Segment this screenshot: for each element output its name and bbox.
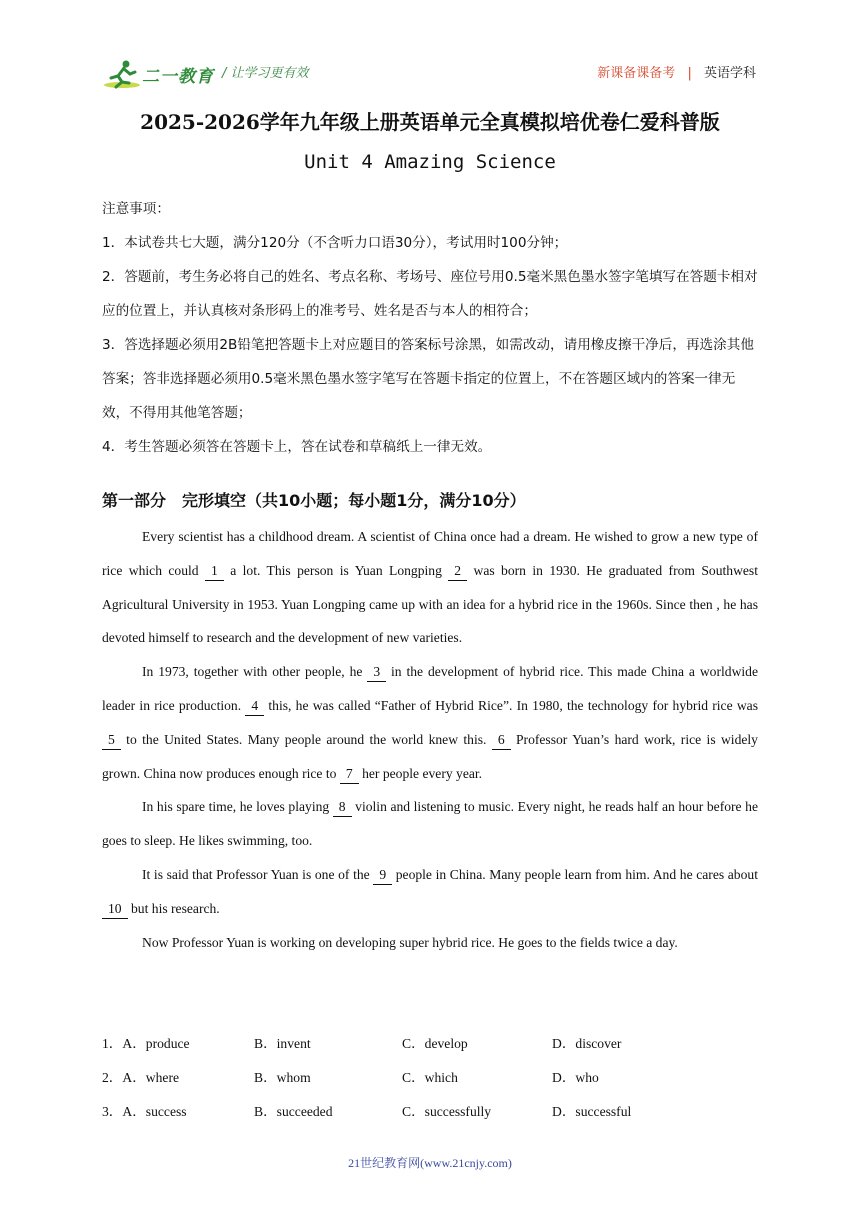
passage-text: was born in 1930. He graduated from Southwest Agricultural University in 1953. Yuan Longping came up with an idea for a hybrid rice in the 1960s. Since then , he has devoted himself to research and the development of new varieties. [102, 562, 759, 646]
blank-7: 7 [340, 765, 359, 784]
blank-4: 4 [245, 697, 264, 716]
passage-text: Every scientist has a childhood dream. A scientist of China once had a dream. He wished to grow a new type of rice which could [102, 529, 758, 578]
passage-paragraph: Now Professor Yuan is working on developing super hybrid rice. He goes to the fields twice a day. [142, 934, 678, 950]
option-b: B．whom [254, 1070, 311, 1085]
exam-notes [102, 192, 762, 464]
header-right [597, 62, 756, 81]
page-title: 2025-2026学年九年级上册英语单元全真模拟培优卷仁爱科普版 [140, 110, 720, 134]
blank-1: 1 [205, 562, 224, 581]
blank-2: 2 [448, 562, 467, 581]
question-row [102, 1060, 762, 1094]
passage-paragraph [102, 520, 758, 655]
passage-text: to the United States. Many people around the world knew this. [126, 731, 487, 747]
passage-text: but his research. [131, 900, 220, 916]
option-d: D．successful [552, 1104, 632, 1119]
passage-text: this, he was called “Father of Hybrid Rice”. In 1980, the technology for hybrid rice was [268, 697, 758, 713]
note-item: 3．答选择题必须用2B铅笔把答题卡上对应题目的答案标号涂黑，如需改动，请用橡皮擦干净后，再选涂其他答案；答非选择题必须用0.5毫米黑色墨水签字笔写在答题卡指定的位置上，不在答题区域内的答案一律无效，不得用其他笔答题； [102, 337, 754, 421]
note-item: 1．本试卷共七大题，满分120分（不含听力口语30分），考试用时100分钟； [102, 235, 568, 251]
option-d: D．who [552, 1070, 599, 1085]
passage-text: In his spare time, he loves playing [142, 799, 330, 815]
option-b: B．succeeded [254, 1104, 333, 1119]
option-d: D．discover [552, 1036, 622, 1051]
unit-title: Unit 4 Amazing Science [304, 151, 556, 173]
blank-3: 3 [367, 663, 386, 682]
option-c: C．develop [402, 1036, 468, 1051]
option-c: C．which [402, 1070, 458, 1085]
passage-paragraph [102, 858, 758, 926]
passage-text: people in China. Many people learn from him. And he cares about [395, 866, 758, 882]
section-title: 第一部分 完形填空（共10小题；每小题1分，满分10分） [102, 491, 526, 510]
page-header [100, 52, 760, 92]
logo-text: 二一教育 [142, 67, 214, 87]
question-row [102, 1026, 762, 1060]
passage-text: It is said that Professor Yuan is one of the [142, 866, 370, 882]
option-a: 3．A．success [102, 1104, 187, 1119]
blank-5: 5 [102, 731, 121, 750]
option-c: C．successfully [402, 1104, 492, 1119]
blank-9: 9 [373, 866, 392, 885]
blank-10: 10 [102, 900, 128, 919]
passage-text: Professor Yuan’s hard work, rice is widely grown. China now produces enough rice to [102, 731, 758, 781]
footer-link[interactable]: 21世纪教育网(www.21cnjy.com) [348, 1156, 512, 1170]
header-separator: | [687, 66, 692, 81]
answer-options [102, 1026, 762, 1128]
question-row [102, 1094, 762, 1128]
header-tag-prep: 新课备课备考 [597, 66, 676, 81]
blank-6: 6 [492, 731, 511, 750]
option-a: 2．A．where [102, 1070, 180, 1085]
runner-logo-icon [102, 58, 142, 90]
logo [102, 58, 214, 90]
option-b: B．invent [254, 1036, 311, 1051]
notes-heading: 注意事项： [102, 201, 170, 217]
passage-text: violin and listening to music. Every night, he reads half an hour before he goes to sleep. He likes swimming, too. [102, 799, 758, 849]
blank-8: 8 [333, 798, 352, 817]
option-a: 1．A．produce [102, 1036, 190, 1051]
passage-text: her people every year. [362, 765, 483, 781]
passage-text: In 1973, together with other people, he [142, 664, 363, 680]
slogan: / 让学习更有效 [222, 66, 309, 81]
cloze-passage [102, 520, 758, 959]
passage-text: a lot. This person is Yuan Longping [230, 562, 442, 578]
header-tag-subject: 英语学科 [703, 66, 756, 81]
passage-text: in the development of hybrid rice. This made China a worldwide leader in rice production. [102, 664, 758, 713]
note-item: 4．考生答题必须答在答题卡上，答在试卷和草稿纸上一律无效。 [102, 439, 492, 455]
passage-paragraph [102, 790, 758, 858]
passage-paragraph [102, 655, 758, 790]
note-item: 2．答题前，考生务必将自己的姓名、考点名称、考场号、座位号用0.5毫米黑色墨水签字笔填写在答题卡相对应的位置上，并认真核对条形码上的准考号、姓名是否与本人的相符合； [102, 269, 758, 319]
